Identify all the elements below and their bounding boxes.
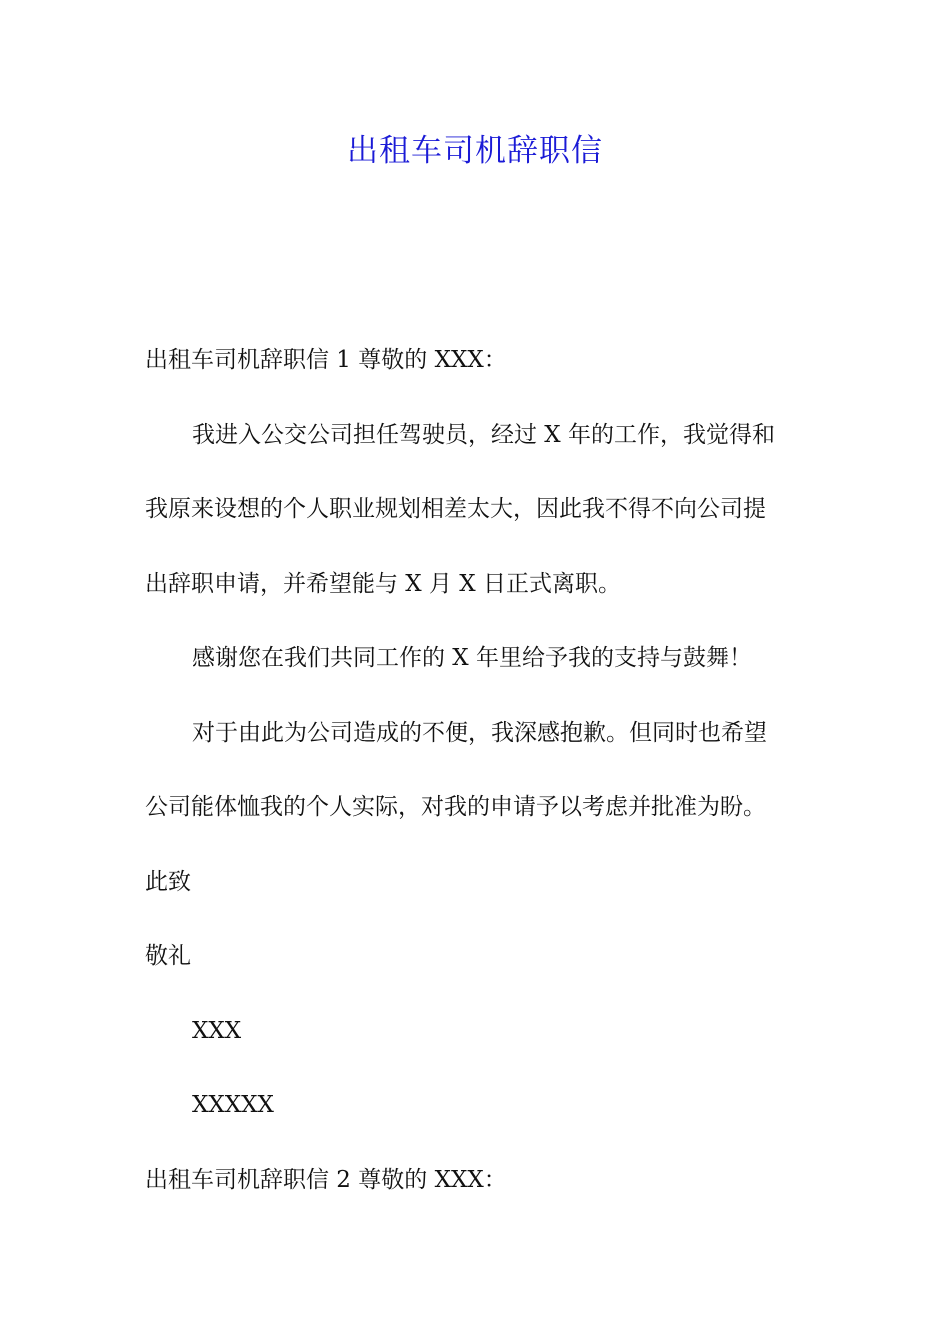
closing-line: 此致 [145, 868, 191, 895]
signature-name: XXX [192, 1017, 242, 1044]
paragraph-line: 公司能体恤我的个人实际，对我的申请予以考虑并批准为盼。 [145, 794, 766, 820]
paragraph-line: 出辞职申请，并希望能与 X 月 X 日正式离职。 [145, 570, 621, 597]
document-title: 出租车司机辞职信 [347, 133, 603, 169]
paragraph-line: 对于由此为公司造成的不便，我深感抱歉。但同时也希望 [192, 719, 767, 746]
document-body [145, 338, 813, 1232]
greeting-line: 出租车司机辞职信 1 尊敬的 XXX： [145, 347, 507, 373]
paragraph-line: 感谢您在我们共同工作的 X 年里给予我的支持与鼓舞！ [192, 645, 752, 671]
signature-date: XXXXX [192, 1092, 274, 1118]
salutation-line: 敬礼 [145, 943, 191, 969]
greeting-line: 出租车司机辞职信 2 尊敬的 XXX： [145, 1166, 507, 1193]
paragraph-line: 我原来设想的个人职业规划相差太大，因此我不得不向公司提 [145, 496, 766, 522]
paragraph-line: 我进入公交公司担任驾驶员，经过 X 年的工作，我觉得和 [192, 421, 775, 448]
